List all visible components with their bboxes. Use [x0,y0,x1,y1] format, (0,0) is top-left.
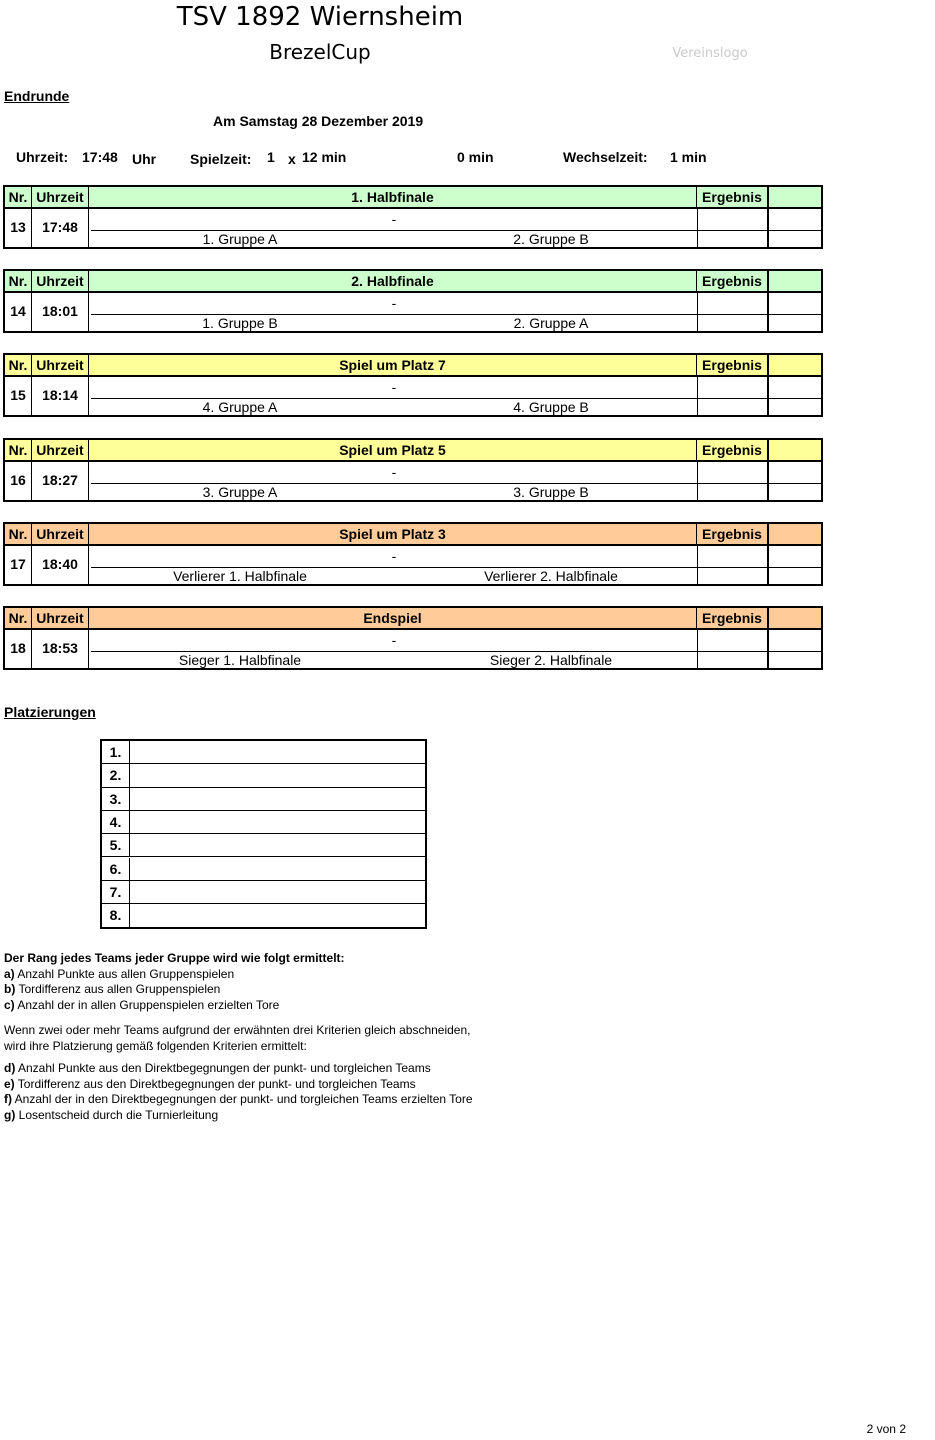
match-time: 17:48 [32,209,89,247]
match-number: 16 [5,462,32,500]
match-header [3,606,823,630]
rule-criterion [4,1077,604,1093]
match-row [3,293,823,333]
nr-header: Nr. [5,355,32,375]
change-time: 1 min [670,149,707,165]
away-team: 2. Gruppe B [513,231,589,247]
start-unit: Uhr [132,151,157,167]
match-header [3,185,823,209]
placement-rank: 1. [102,741,130,763]
placement-row [102,741,425,764]
match-block [3,438,823,502]
match-row [3,546,823,586]
nr-header: Nr. [5,271,32,291]
placement-row [102,881,425,904]
result-header-extra [768,440,821,460]
match-row [3,377,823,417]
time-header: Uhrzeit [32,608,89,628]
result-away-cell[interactable] [768,462,821,500]
home-team: 4. Gruppe A [202,399,278,415]
match-number: 13 [5,209,32,247]
club-logo-placeholder: Vereinslogo [672,46,748,61]
criterion-key: f) [4,1092,12,1106]
playtime-count: 1 [267,149,275,165]
match-block [3,353,823,417]
rule-criterion [4,1061,604,1077]
score-separator: - [391,211,397,227]
placement-rank: 3. [102,788,130,810]
match-time: 18:14 [32,377,89,415]
placement-team-field[interactable] [130,834,425,856]
result-away-cell[interactable] [768,630,821,668]
away-team: 3. Gruppe B [513,484,589,500]
playtime-label: Spielzeit: [190,151,252,167]
rule-criterion [4,1108,604,1124]
rules-intro: Der Rang jedes Teams jeder Gruppe wird wie folgt ermittelt: [4,951,345,965]
start-label: Uhrzeit: [16,149,69,165]
time-header: Uhrzeit [32,355,89,375]
placement-team-field[interactable] [130,764,425,786]
nr-header: Nr. [5,608,32,628]
placement-team-field[interactable] [130,811,425,833]
placement-team-field[interactable] [130,788,425,810]
match-header [3,522,823,546]
tie-line-1: Wenn zwei oder mehr Teams aufgrund der erwähnten drei Kriterien gleich abschneiden, [4,1023,471,1037]
match-title: Endspiel [89,608,697,628]
match-row [3,209,823,249]
score-separator: - [391,379,397,395]
criterion-text: Anzahl Punkte aus den Direktbegegnungen der punkt- und torgleichen Teams [15,1061,431,1075]
criterion-text: Anzahl der in den Direktbegegnungen der punkt- und torgleichen Teams erzielten Tore [12,1092,473,1106]
placement-row [102,811,425,834]
match-time: 18:53 [32,630,89,668]
placement-rank: 4. [102,811,130,833]
pause-duration: 0 min [457,149,494,165]
result-home-cell[interactable] [697,546,768,584]
page-number: 2 von 2 [866,1422,906,1436]
placement-rank: 7. [102,881,130,903]
criterion-text: Losentscheid durch die Turnierleitung [15,1107,219,1122]
match-header [3,438,823,462]
nr-header: Nr. [5,187,32,207]
result-away-cell[interactable] [768,293,821,331]
match-block [3,269,823,333]
criterion-text: Tordifferenz aus allen Gruppenspielen [15,982,221,996]
time-header: Uhrzeit [32,187,89,207]
result-header-extra [768,271,821,291]
match-title: 1. Halbfinale [89,187,697,207]
score-separator: - [391,295,397,311]
away-team: Verlierer 2. Halbfinale [484,568,618,584]
rule-criterion [4,998,604,1014]
start-time: 17:48 [82,149,118,165]
criterion-text: Anzahl der in allen Gruppenspielen erzielten Tore [14,997,280,1012]
placement-row [102,858,425,881]
result-away-cell[interactable] [768,377,821,415]
home-team: 3. Gruppe A [202,484,278,500]
playtime-duration: 12 min [302,149,347,165]
placements-table [100,739,427,929]
match-title: 2. Halbfinale [89,271,697,291]
match-row [3,462,823,502]
placement-row [102,904,425,927]
away-team: 2. Gruppe A [513,315,589,331]
score-separator: - [391,632,397,648]
criterion-key: d) [4,1061,16,1075]
match-title: Spiel um Platz 3 [89,524,697,544]
home-team: 1. Gruppe B [202,315,278,331]
result-home-cell[interactable] [697,293,768,331]
criterion-key: c) [4,997,15,1012]
match-block [3,185,823,249]
match-time: 18:01 [32,293,89,331]
criterion-key: e) [4,1076,15,1091]
result-home-cell[interactable] [697,462,768,500]
result-header: Ergebnis [697,608,768,628]
result-home-cell[interactable] [697,630,768,668]
placement-team-field[interactable] [130,904,425,927]
result-header: Ergebnis [697,355,768,375]
tournament-title: BrezelCup [269,40,371,64]
result-home-cell[interactable] [697,377,768,415]
placement-row [102,788,425,811]
criterion-text: Tordifferenz aus den Direktbegegnungen der punkt- und torgleichen Teams [14,1076,416,1091]
result-header-extra [768,355,821,375]
result-away-cell[interactable] [768,209,821,247]
tie-line-2: wird ihre Platzierung gemäß folgenden Kriterien ermittelt: [4,1038,307,1053]
criterion-text: Anzahl Punkte aus allen Gruppenspielen [14,966,235,981]
result-header-extra [768,187,821,207]
home-team: Verlierer 1. Halbfinale [173,568,307,584]
match-block [3,522,823,586]
match-time: 18:40 [32,546,89,584]
placement-team-field[interactable] [130,858,425,880]
result-header: Ergebnis [697,524,768,544]
nr-header: Nr. [5,524,32,544]
match-title: Spiel um Platz 5 [89,440,697,460]
criterion-key: g) [4,1107,16,1122]
placement-team-field[interactable] [130,881,425,903]
score-separator: - [391,464,397,480]
club-title: TSV 1892 Wiernsheim [176,2,464,32]
date-line: Am Samstag 28 Dezember 2019 [213,113,424,129]
playtime-x: x [288,151,296,167]
time-header: Uhrzeit [32,524,89,544]
match-number: 15 [5,377,32,415]
placement-rank: 5. [102,834,130,856]
away-team: 4. Gruppe B [513,399,589,415]
criterion-key: b) [4,982,16,996]
round-heading: Endrunde [4,88,70,104]
rule-criterion [4,967,604,983]
placement-row [102,764,425,787]
ranking-rules [4,951,604,1123]
away-team: Sieger 2. Halbfinale [489,652,613,668]
match-header [3,353,823,377]
rule-criterion [4,1092,604,1108]
placement-rank: 6. [102,858,130,880]
match-block [3,606,823,670]
match-number: 14 [5,293,32,331]
result-header: Ergebnis [697,271,768,291]
rule-criterion [4,982,604,998]
criterion-key: a) [4,966,15,981]
placement-team-field[interactable] [130,741,425,763]
time-header: Uhrzeit [32,440,89,460]
result-header: Ergebnis [697,187,768,207]
result-away-cell[interactable] [768,546,821,584]
match-number: 17 [5,546,32,584]
change-label: Wechselzeit: [563,149,648,165]
nr-header: Nr. [5,440,32,460]
placement-rank: 2. [102,764,130,786]
match-number: 18 [5,630,32,668]
home-team: Sieger 1. Halbfinale [178,652,302,668]
result-header-extra [768,608,821,628]
placement-rank: 8. [102,904,130,927]
result-home-cell[interactable] [697,209,768,247]
placements-heading: Platzierungen [4,704,96,720]
placement-row [102,834,425,857]
score-separator: - [391,548,397,564]
result-header-extra [768,524,821,544]
match-time: 18:27 [32,462,89,500]
time-header: Uhrzeit [32,271,89,291]
match-header [3,269,823,293]
result-header: Ergebnis [697,440,768,460]
match-row [3,630,823,670]
match-title: Spiel um Platz 7 [89,355,697,375]
home-team: 1. Gruppe A [202,231,278,247]
